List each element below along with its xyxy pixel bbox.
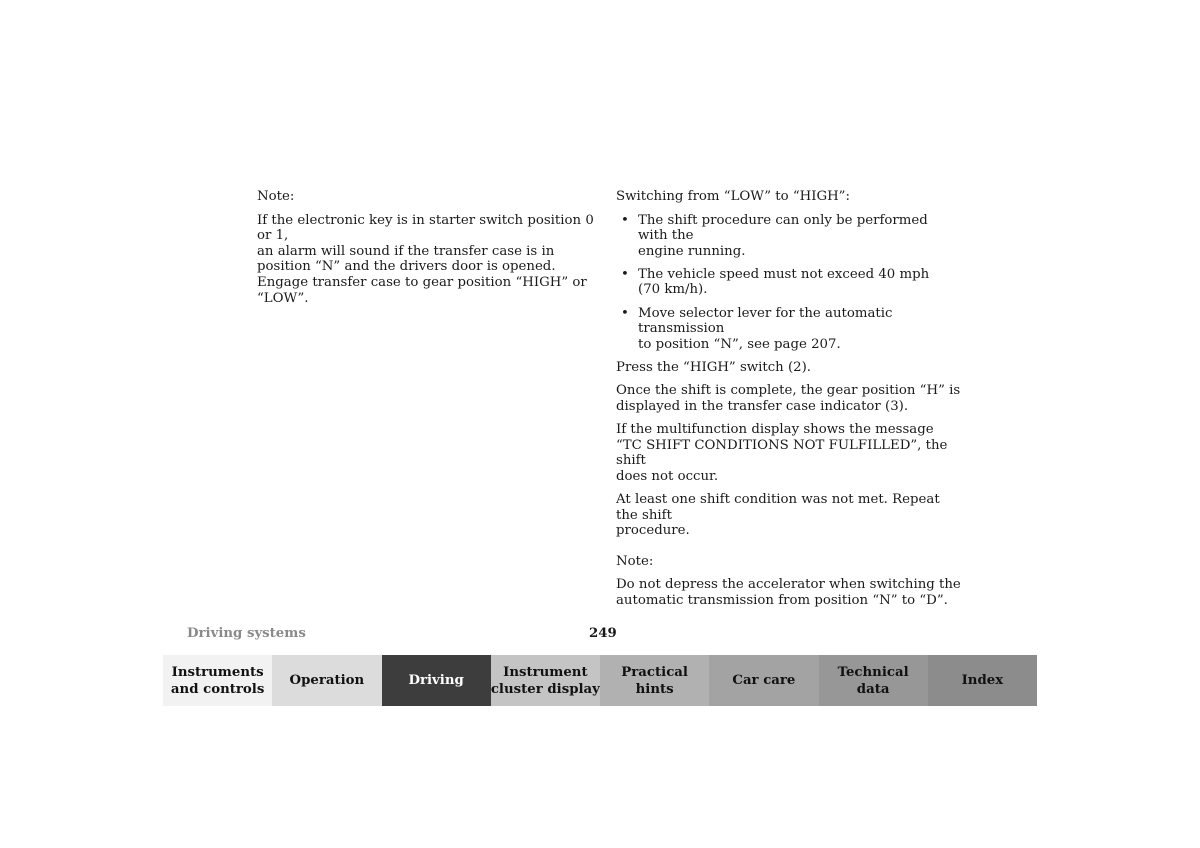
paragraph-press-switch: Press the “HIGH” switch (2). bbox=[616, 360, 812, 376]
tab-instrument-cluster-display[interactable]: Instrument cluster display bbox=[491, 655, 600, 706]
note-text bbox=[257, 213, 597, 307]
tab-car-care[interactable]: Car care bbox=[709, 655, 818, 706]
tab-instruments-and-controls[interactable]: Instruments and controls bbox=[163, 655, 272, 706]
tab-index[interactable]: Index bbox=[928, 655, 1037, 706]
note-label: Note: bbox=[257, 189, 295, 204]
paragraph-repeat: At least one shift condition was not met. Repeat the shift procedure. bbox=[616, 492, 940, 539]
list-item: • The shift procedure can only be performed with the engine running. bbox=[621, 212, 928, 259]
bullet-icon: • bbox=[621, 305, 629, 321]
condition-list bbox=[616, 213, 961, 353]
page-number: 249 bbox=[589, 626, 617, 641]
tab-driving[interactable]: Driving bbox=[382, 655, 491, 706]
paragraph-shift-complete: Once the shift is complete, the gear position “H” is displayed in the transfer case indicator (3). bbox=[616, 383, 961, 415]
paragraph-message: If the multifunction display shows the message “TC SHIFT CONDITIONS NOT FULFILLED”, the shift does not occur. bbox=[616, 422, 948, 484]
chapter-tabs bbox=[163, 655, 1037, 706]
note-text: Do not depress the accelerator when switching the automatic transmission from position “N” to “D”. bbox=[616, 577, 961, 608]
note-line: Engage transfer case to gear position “HIGH” or “LOW”. bbox=[257, 274, 587, 306]
note-line: If the electronic key is in starter switch position 0 or 1, bbox=[257, 212, 594, 244]
bullet-icon: • bbox=[621, 266, 629, 282]
note-line: an alarm will sound if the transfer case is in bbox=[257, 243, 555, 259]
section-heading: Switching from “LOW” to “HIGH”: bbox=[616, 189, 850, 204]
note-line: position “N” and the drivers door is opened. bbox=[257, 259, 556, 275]
tab-practical-hints[interactable]: Practical hints bbox=[600, 655, 709, 706]
tab-operation[interactable]: Operation bbox=[272, 655, 381, 706]
right-column bbox=[616, 189, 961, 616]
bullet-icon: • bbox=[621, 212, 629, 228]
left-column bbox=[257, 189, 597, 314]
note-label: Note: bbox=[616, 553, 654, 569]
section-title: Driving systems bbox=[187, 626, 306, 641]
list-item: • The vehicle speed must not exceed 40 mph (70 km/h). bbox=[621, 266, 930, 298]
tab-technical-data[interactable]: Technical data bbox=[819, 655, 928, 706]
list-item: • Move selector lever for the automatic transmission to position “N”, see page 207. bbox=[621, 305, 893, 352]
